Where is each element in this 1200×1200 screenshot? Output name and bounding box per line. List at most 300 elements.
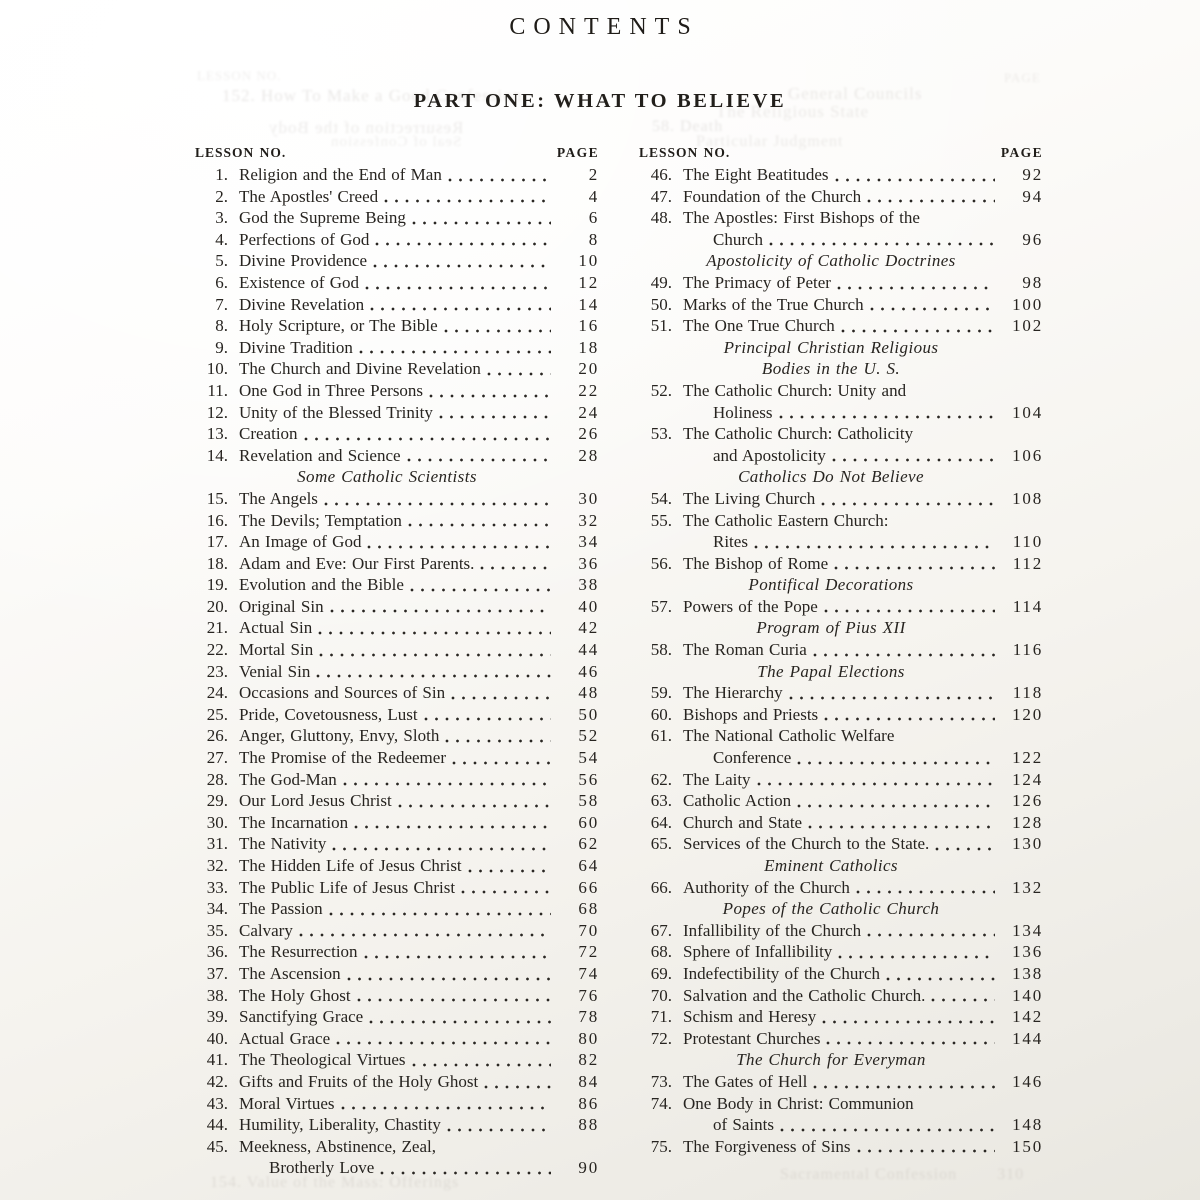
lesson-title: One God in Three Persons xyxy=(239,380,424,400)
lesson-title: Perfections of God xyxy=(239,229,370,249)
toc-entry-line xyxy=(639,1006,1043,1028)
lesson-title: Adam and Eve: Our First Parents. xyxy=(239,553,475,573)
toc-entry xyxy=(639,164,1043,186)
toc-entry-line xyxy=(195,553,599,575)
lesson-number: 34. xyxy=(206,899,228,919)
toc-entry xyxy=(639,380,1043,423)
lesson-title: Services of the Church to the State. xyxy=(683,834,930,854)
lesson-number: 41. xyxy=(206,1050,228,1070)
dot-leader xyxy=(424,708,551,725)
toc-entry-line xyxy=(195,380,599,402)
toc-entry-line xyxy=(639,941,1043,963)
dot-leader xyxy=(832,449,995,466)
toc-entry xyxy=(639,186,1043,208)
bleedthrough-text: 152. How To Make a Good Confession xyxy=(222,86,523,105)
lesson-number: 9. xyxy=(215,337,228,357)
part-heading: PART ONE: WHAT TO BELIEVE xyxy=(413,90,787,112)
toc-entry xyxy=(639,704,1043,726)
page-number: 48 xyxy=(578,683,599,703)
toc-entry xyxy=(195,1028,599,1050)
toc-entry-line xyxy=(195,855,599,877)
lesson-title: Actual Sin xyxy=(239,618,313,638)
dot-leader xyxy=(856,881,995,898)
toc-subnote: Principal Christian Religious xyxy=(723,337,939,357)
toc-entry-line xyxy=(195,488,599,510)
toc-column-left xyxy=(195,145,599,1179)
lesson-number: 58. xyxy=(650,640,672,660)
lesson-number: 73. xyxy=(650,1071,672,1091)
page-title: CONTENTS xyxy=(509,14,699,40)
toc-entry xyxy=(195,380,599,402)
toc-entry-line xyxy=(639,833,1043,855)
page-number: 120 xyxy=(1012,704,1043,724)
toc-entry xyxy=(639,423,1043,488)
toc-entry-line xyxy=(195,812,599,834)
dot-leader xyxy=(336,1032,551,1049)
toc-entry xyxy=(195,639,599,661)
dot-leader xyxy=(838,946,995,963)
toc-entry xyxy=(195,704,599,726)
lesson-title: Sanctifying Grace xyxy=(239,1007,364,1027)
toc-subnote: Bodies in the U. S. xyxy=(761,359,901,379)
page-number: 98 xyxy=(1022,272,1043,292)
bleedthrough-text: LESSON NO. xyxy=(197,68,282,83)
page-number: 86 xyxy=(578,1093,599,1113)
contents-columns xyxy=(195,145,1043,1179)
toc-entry xyxy=(195,1114,599,1136)
lesson-title: The Church and Divine Revelation xyxy=(239,359,481,379)
dot-leader xyxy=(826,1032,995,1049)
lesson-number: 31. xyxy=(206,834,228,854)
page-number: 70 xyxy=(578,920,599,940)
page-number: 108 xyxy=(1012,488,1043,508)
toc-entry-line xyxy=(195,920,599,942)
page-number: 56 xyxy=(578,769,599,789)
page-number: 22 xyxy=(578,380,599,400)
page-number: 144 xyxy=(1012,1028,1043,1048)
lesson-title: The One True Church xyxy=(683,316,835,336)
toc-entry xyxy=(639,1071,1043,1093)
lesson-number: 62. xyxy=(650,769,672,789)
column-header xyxy=(639,145,1043,161)
lesson-title: Authority of the Church xyxy=(683,877,850,897)
lesson-number: 40. xyxy=(206,1028,228,1048)
dot-leader xyxy=(445,730,551,747)
toc-entry-line xyxy=(195,985,599,1007)
lesson-number: 35. xyxy=(206,920,228,940)
toc-column-right xyxy=(639,145,1043,1179)
toc-entry-line xyxy=(195,337,599,359)
lesson-number: 17. xyxy=(206,532,228,552)
lesson-title: Existence of God xyxy=(239,272,360,292)
toc-entry xyxy=(639,553,1043,596)
toc-entry xyxy=(639,488,1043,510)
page-number: 102 xyxy=(1012,316,1043,336)
dot-leader xyxy=(375,233,551,250)
lesson-number: 72. xyxy=(650,1028,672,1048)
toc-entry xyxy=(639,207,1043,272)
lesson-number: 4. xyxy=(215,229,228,249)
toc-entry-line xyxy=(195,186,599,208)
lesson-number: 20. xyxy=(206,596,228,616)
lesson-title: Protestant Churches xyxy=(683,1028,821,1048)
lesson-title: Venial Sin xyxy=(239,661,311,681)
page-number: 110 xyxy=(1012,532,1043,552)
toc-entry-line xyxy=(639,272,1043,294)
dot-leader xyxy=(935,838,995,855)
toc-entry-line xyxy=(195,596,599,618)
lesson-number: 7. xyxy=(215,294,228,314)
lesson-title: An Image of God xyxy=(239,532,362,552)
toc-entry xyxy=(639,639,1043,682)
toc-entry-line xyxy=(639,229,1043,251)
lesson-title: Divine Revelation xyxy=(239,294,365,314)
toc-entry xyxy=(195,553,599,575)
page-number: 150 xyxy=(1012,1136,1043,1156)
toc-entry xyxy=(195,682,599,704)
toc-entry-line xyxy=(195,358,599,380)
page-number: 24 xyxy=(578,402,599,422)
toc-entry-line xyxy=(195,1157,599,1179)
toc-entry-line xyxy=(639,812,1043,834)
dot-leader xyxy=(824,708,995,725)
toc-entry-line xyxy=(639,769,1043,791)
toc-entry xyxy=(195,1071,599,1093)
bleedthrough-text: Particular Judgment xyxy=(696,133,844,150)
dot-leader xyxy=(316,665,551,682)
toc-entry-line xyxy=(639,1071,1043,1093)
bleedthrough-text: The Religious State xyxy=(716,102,870,121)
toc-entry xyxy=(195,855,599,877)
page-number: 84 xyxy=(578,1071,599,1091)
toc-entry-line xyxy=(195,661,599,683)
dot-leader xyxy=(813,644,995,661)
lesson-title: The Laity xyxy=(683,769,751,789)
lesson-number: 6. xyxy=(215,272,228,292)
toc-entry xyxy=(195,725,599,747)
toc-entry-line xyxy=(639,1028,1043,1050)
dot-leader xyxy=(341,1097,551,1114)
lesson-title: Our Lord Jesus Christ xyxy=(239,791,392,811)
page-number: 114 xyxy=(1012,596,1043,616)
dot-leader xyxy=(841,320,995,337)
lesson-title: The Resurrection xyxy=(239,942,358,962)
toc-subnote: Pontifical Decorations xyxy=(748,575,914,595)
lesson-title: Anger, Gluttony, Envy, Sloth xyxy=(239,726,440,746)
lesson-number: 38. xyxy=(206,985,228,1005)
toc-entry-line xyxy=(195,898,599,920)
lesson-title: The Incarnation xyxy=(239,812,349,832)
page-number: 146 xyxy=(1012,1071,1043,1091)
lesson-number: 2. xyxy=(215,186,228,206)
lesson-title: The Hierarchy xyxy=(683,683,783,703)
page-number: 54 xyxy=(578,748,599,768)
toc-entry xyxy=(195,812,599,834)
toc-entry xyxy=(195,337,599,359)
lesson-number: 15. xyxy=(206,488,228,508)
toc-entry-line xyxy=(195,250,599,272)
toc-entry xyxy=(639,596,1043,639)
dot-leader xyxy=(808,816,995,833)
lesson-title: The Angels xyxy=(239,488,318,508)
toc-entry-line xyxy=(195,790,599,812)
lesson-title: Actual Grace xyxy=(239,1028,331,1048)
toc-entry xyxy=(195,358,599,380)
page-number: 20 xyxy=(578,359,599,379)
toc-entry xyxy=(639,920,1043,942)
toc-entry-line xyxy=(195,877,599,899)
toc-entry-line xyxy=(639,423,1043,445)
lesson-title: The Roman Curia xyxy=(683,640,807,660)
toc-entry xyxy=(195,833,599,855)
dot-leader xyxy=(373,255,551,272)
dot-leader xyxy=(754,536,995,553)
lesson-number: 14. xyxy=(206,445,228,465)
lesson-number: 43. xyxy=(206,1093,228,1113)
lesson-title: God the Supreme Being xyxy=(239,208,406,228)
lesson-title: Creation xyxy=(239,424,298,444)
dot-leader xyxy=(834,557,995,574)
page-number: 124 xyxy=(1012,769,1043,789)
lesson-number: 60. xyxy=(650,704,672,724)
lesson-title: The Living Church xyxy=(683,488,816,508)
lesson-number: 59. xyxy=(650,683,672,703)
dot-leader xyxy=(468,860,551,877)
lesson-title: Unity of the Blessed Trinity xyxy=(239,402,433,422)
toc-entry-line xyxy=(195,941,599,963)
page-number: 28 xyxy=(578,445,599,465)
lesson-title: Moral Virtues xyxy=(239,1093,335,1113)
toc-entry xyxy=(195,769,599,791)
page-number: 74 xyxy=(578,963,599,983)
toc-entry xyxy=(195,294,599,316)
dot-leader xyxy=(461,881,551,898)
toc-entry xyxy=(195,445,599,488)
toc-entry-line xyxy=(639,790,1043,812)
page-number: 4 xyxy=(588,186,599,206)
lesson-number: 13. xyxy=(206,424,228,444)
toc-entry xyxy=(195,229,599,251)
dot-leader xyxy=(484,1076,551,1093)
lesson-number: 12. xyxy=(206,402,228,422)
dot-leader xyxy=(439,406,551,423)
lesson-number: 24. xyxy=(206,683,228,703)
toc-entry-line xyxy=(195,682,599,704)
toc-entry xyxy=(639,963,1043,985)
bleedthrough-text: PAGE xyxy=(1004,70,1041,85)
dot-leader xyxy=(412,212,551,229)
dot-leader xyxy=(380,1162,551,1179)
dot-leader xyxy=(857,1140,996,1157)
dot-leader xyxy=(797,795,995,812)
dot-leader xyxy=(448,169,551,186)
lesson-title: and Apostolicity xyxy=(713,445,826,465)
page-number: 88 xyxy=(578,1115,599,1135)
toc-entry-line xyxy=(195,315,599,337)
toc-subnote: Program of Pius XII xyxy=(756,618,906,638)
lesson-title: Conference xyxy=(713,748,792,768)
dot-leader xyxy=(797,752,995,769)
page-number: 72 xyxy=(578,942,599,962)
dot-leader xyxy=(813,1076,995,1093)
toc-entry xyxy=(195,1136,599,1179)
toc-entry-line xyxy=(195,1049,599,1071)
page-number: 128 xyxy=(1012,812,1043,832)
dot-leader xyxy=(447,1119,551,1136)
toc-entry xyxy=(639,790,1043,812)
page-number: 6 xyxy=(588,208,599,228)
toc-subnote: The Papal Elections xyxy=(757,661,905,681)
dot-leader xyxy=(408,514,551,531)
lesson-title: The Passion xyxy=(239,899,323,919)
lesson-number: 65. xyxy=(650,834,672,854)
toc-entry-line xyxy=(639,1093,1043,1115)
page-number: 80 xyxy=(578,1028,599,1048)
lesson-title: Gifts and Fruits of the Holy Ghost xyxy=(239,1071,479,1091)
page-number: 122 xyxy=(1012,748,1043,768)
lesson-title: Meekness, Abstinence, Zeal, xyxy=(239,1136,436,1156)
lesson-number: 47. xyxy=(650,186,672,206)
lesson-title: The Gates of Hell xyxy=(683,1071,808,1091)
dot-leader xyxy=(410,579,551,596)
lesson-title: The Apostles' Creed xyxy=(239,186,379,206)
lesson-title: Revelation and Science xyxy=(239,445,401,465)
lesson-title: The Bishop of Rome xyxy=(683,553,829,573)
lesson-number: 18. xyxy=(206,553,228,573)
toc-entry xyxy=(195,186,599,208)
toc-entry xyxy=(195,617,599,639)
dot-leader xyxy=(444,320,551,337)
lesson-title: Evolution and the Bible xyxy=(239,575,404,595)
dot-leader xyxy=(870,298,995,315)
lesson-title: Foundation of the Church xyxy=(683,186,862,206)
lesson-number: 19. xyxy=(206,575,228,595)
dot-leader xyxy=(757,773,995,790)
toc-entry xyxy=(639,510,1043,553)
page-number: 66 xyxy=(578,877,599,897)
lesson-title: The Primacy of Peter xyxy=(683,272,831,292)
dot-leader xyxy=(779,406,996,423)
dot-leader xyxy=(407,449,551,466)
toc-entry xyxy=(195,423,599,445)
dot-leader xyxy=(451,687,551,704)
lesson-title: Indefectibility of the Church xyxy=(683,963,881,983)
toc-entry xyxy=(195,877,599,899)
page-header: PAGE xyxy=(556,145,599,160)
page-number: 130 xyxy=(1012,834,1043,854)
page-number: 100 xyxy=(1012,294,1043,314)
lesson-number: 70. xyxy=(650,985,672,1005)
lesson-title: Calvary xyxy=(239,920,293,940)
toc-entry xyxy=(639,294,1043,316)
page-number: 42 xyxy=(578,618,599,638)
lesson-number: 16. xyxy=(206,510,228,530)
toc-subnote: Catholics Do Not Believe xyxy=(738,467,924,487)
lesson-number: 21. xyxy=(206,618,228,638)
lesson-title: The God-Man xyxy=(239,769,337,789)
dot-leader xyxy=(330,600,551,617)
lesson-number: 54. xyxy=(650,488,672,508)
lesson-title: Mortal Sin xyxy=(239,640,314,660)
bleedthrough-text: Sacramental Confession 310 xyxy=(780,1166,1025,1183)
lesson-number: 25. xyxy=(206,704,228,724)
lesson-title: Brotherly Love xyxy=(269,1158,375,1178)
lesson-number: 50. xyxy=(650,294,672,314)
lesson-no-header: LESSON NO. xyxy=(195,145,287,160)
page-number: 38 xyxy=(578,575,599,595)
toc-entry xyxy=(195,747,599,769)
toc-entry-line xyxy=(639,294,1043,316)
dot-leader xyxy=(769,233,995,250)
lesson-title: The Catholic Church: Catholicity xyxy=(683,424,914,444)
toc-entry xyxy=(639,1006,1043,1028)
toc-subnote: Popes of the Catholic Church xyxy=(722,899,940,919)
page-number: 106 xyxy=(1012,445,1043,465)
page-number: 68 xyxy=(578,899,599,919)
lesson-number: 45. xyxy=(206,1136,228,1156)
lesson-number: 29. xyxy=(206,791,228,811)
lesson-number: 49. xyxy=(650,272,672,292)
dot-leader xyxy=(365,277,551,294)
page-number: 2 xyxy=(588,165,599,184)
page-number: 12 xyxy=(578,272,599,292)
lesson-title: Original Sin xyxy=(239,596,324,616)
toc-entry-line xyxy=(639,510,1043,532)
page-number: 36 xyxy=(578,553,599,573)
toc-entry-line xyxy=(639,445,1043,467)
toc-entry-line xyxy=(639,531,1043,553)
lesson-title: Humility, Liberality, Chastity xyxy=(239,1115,441,1135)
toc-entry xyxy=(639,941,1043,963)
lesson-number: 56. xyxy=(650,553,672,573)
toc-entry-line xyxy=(639,682,1043,704)
page-number: 18 xyxy=(578,337,599,357)
toc-entry-line xyxy=(195,445,599,467)
toc-entry-line xyxy=(195,725,599,747)
toc-entry-line xyxy=(639,747,1043,769)
dot-leader xyxy=(343,773,551,790)
lesson-title: The Catholic Eastern Church: xyxy=(683,510,889,530)
toc-entry xyxy=(195,985,599,1007)
lesson-title: Church xyxy=(713,229,764,249)
dot-leader xyxy=(837,277,995,294)
page-number: 92 xyxy=(1022,165,1043,184)
column-header xyxy=(195,145,599,161)
lesson-number: 46. xyxy=(650,165,672,184)
toc-entry xyxy=(195,1006,599,1028)
toc-entry xyxy=(195,920,599,942)
toc-subnote: The Church for Everyman xyxy=(736,1050,926,1070)
page-number: 140 xyxy=(1012,985,1043,1005)
lesson-number: 52. xyxy=(650,380,672,400)
dot-leader xyxy=(398,795,551,812)
toc-entry-line xyxy=(639,186,1043,208)
toc-entry-line xyxy=(195,1071,599,1093)
lesson-title: The Theological Virtues xyxy=(239,1050,406,1070)
dot-leader xyxy=(329,903,551,920)
lesson-number: 44. xyxy=(206,1115,228,1135)
lesson-title: The Nativity xyxy=(239,834,327,854)
page-number: 62 xyxy=(578,834,599,854)
toc-entry xyxy=(639,877,1043,920)
page-number: 16 xyxy=(578,316,599,336)
dot-leader xyxy=(780,1119,995,1136)
lesson-title: Divine Providence xyxy=(239,251,367,271)
dot-leader xyxy=(319,644,551,661)
toc-entry-line xyxy=(195,510,599,532)
toc-subnote: Eminent Catholics xyxy=(764,856,898,875)
lesson-number: 11. xyxy=(207,380,228,400)
